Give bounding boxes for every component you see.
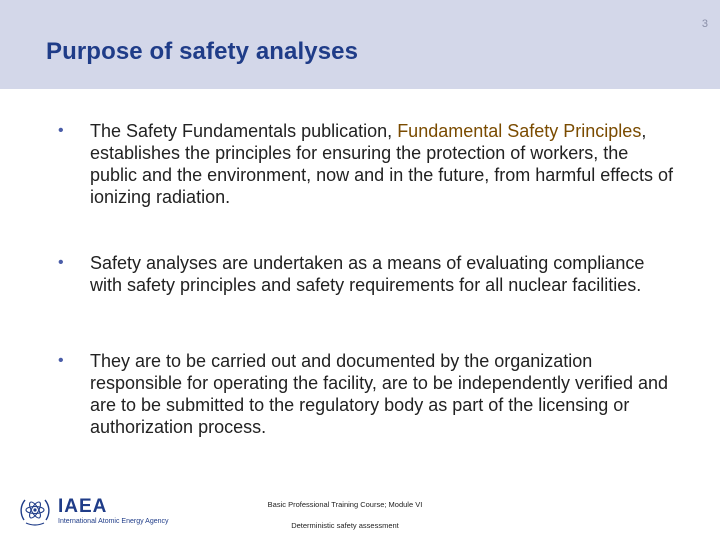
bullet-text: Safety analyses are undertaken as a means of evaluating compliance with safety principles and safety requirements for all nuclear facilities. <box>90 253 645 295</box>
footer-course-info <box>0 500 720 530</box>
page-number: 3 <box>701 18 708 30</box>
logo-subtitle: International Atomic Energy Agency <box>58 518 169 525</box>
bullet-text-post: , establishes the principles for ensuring the protection of workers, the public and the environment, now and in the future, from harmful effects of ionizing radiation. <box>90 121 673 207</box>
bullet-text: They are to be carried out and documented by the organization responsible for operating the facility, are to be independently verified and are to be submitted to the regulatory body as part of the licensing or authorization process. <box>90 351 669 437</box>
publication-name: Fundamental Safety Principles <box>397 121 642 141</box>
slide-title: Purpose of safety analyses <box>46 38 359 65</box>
header-band <box>0 0 720 89</box>
bullet-marker: • <box>58 352 64 369</box>
logo-wordmark: IAEA <box>58 496 108 517</box>
course-topic: Deterministic safety assessment <box>291 521 399 530</box>
course-name: Basic Professional Training Course; Module VI <box>267 500 423 509</box>
bullet-item <box>58 252 678 296</box>
bullet-item <box>58 350 678 438</box>
bullet-item <box>58 120 678 208</box>
bullet-marker: • <box>58 254 64 271</box>
bullet-text-pre: The Safety Fundamentals publication, <box>90 121 398 141</box>
bullet-marker: • <box>58 122 64 139</box>
bullet-list <box>58 120 678 482</box>
